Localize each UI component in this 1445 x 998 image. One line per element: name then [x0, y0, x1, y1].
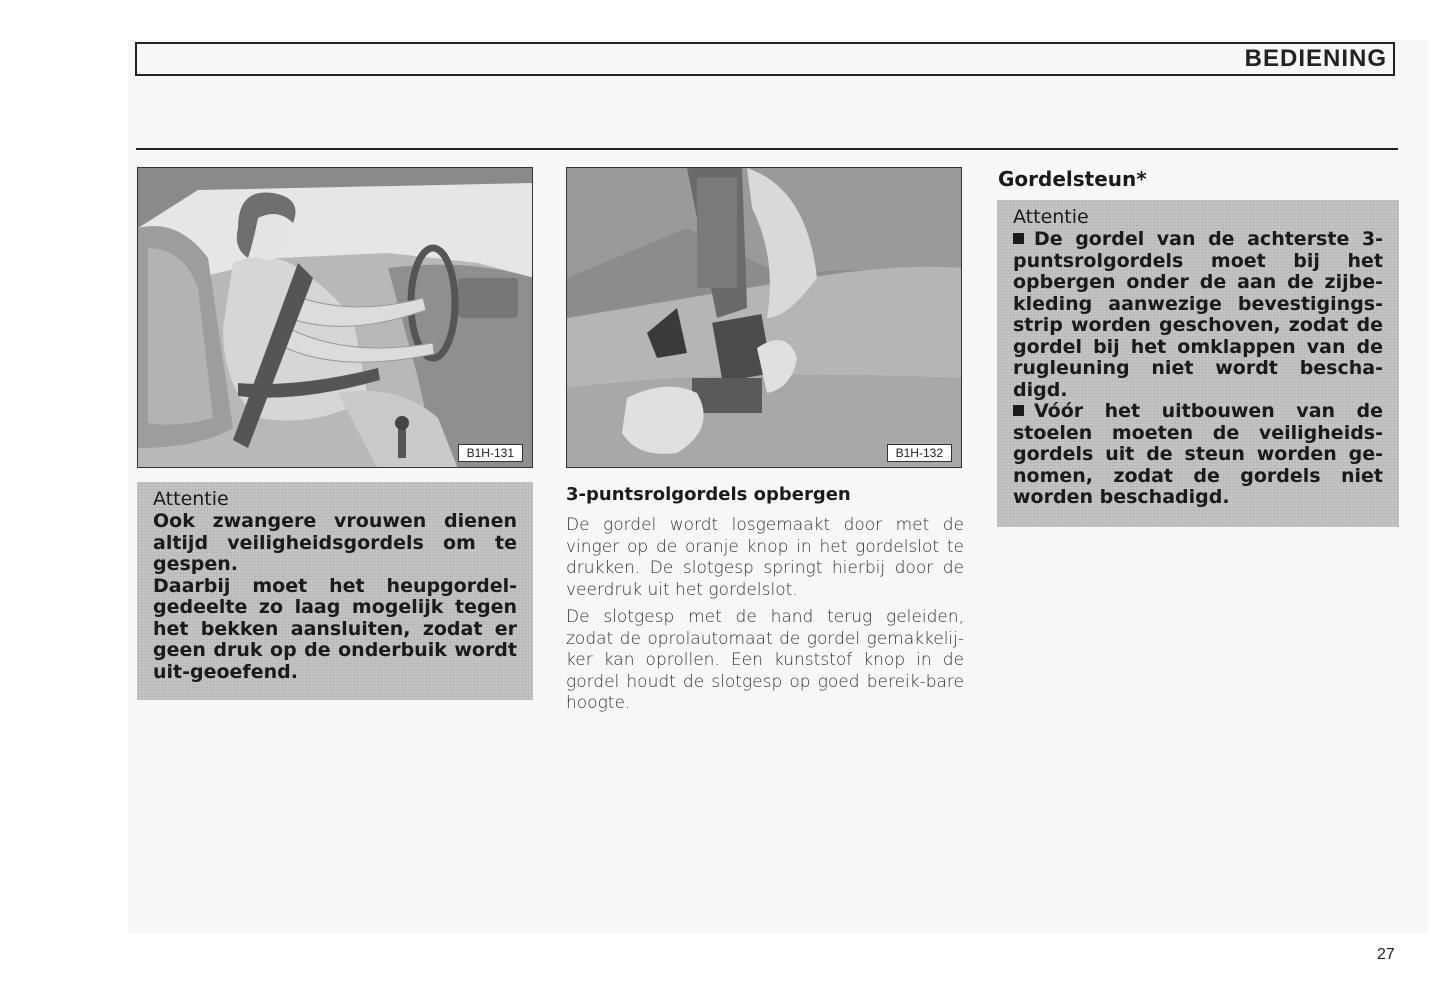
warning-bullet-text: Vóór het uitbouwen van de stoelen moeten de veiligheids-gordels uit de steun worden ge-nomen, zodat de gordels niet worden beschadigd.: [1013, 400, 1383, 508]
warning-bullet-text: De gordel van de achterste 3-puntsrolgordels moet bij het opbergen onder de aan de zijbe-kleding aanwezige bevestigings-strip worden geschoven, zodat de gordel bij het omklappen van de rugleuning niet wordt bescha-digd.: [1013, 228, 1383, 401]
header-box: [135, 42, 1395, 76]
warning-bullet: [1013, 401, 1383, 509]
figure-code: B1H-131: [458, 444, 523, 462]
warning-title: Attentie: [153, 488, 229, 510]
heading-belt-support: Gordelsteun*: [998, 167, 1147, 191]
warning-box-belt-support: [997, 200, 1399, 527]
body-text-belt-storage: [566, 515, 964, 721]
bullet-square-icon: [1013, 405, 1024, 416]
heading-belt-storage: 3-puntsrolgordels opbergen: [566, 484, 851, 505]
section-title: BEDIENING: [1244, 45, 1387, 72]
page-number: 27: [1377, 946, 1395, 963]
warning-paragraph: Ook zwangere vrouwen dienen altijd veiligheidsgordels om te gespen.: [153, 510, 517, 575]
body-paragraph: De slotgesp met de hand terug geleiden, zodat de oprolautomaat de gordel gemakkelij-ker kan oprollen. Een kunststof knop in de gordel houdt de slotgesp op goed bereik-bare hoogte.: [566, 607, 964, 713]
figure-belt-buckle: [566, 167, 962, 468]
warning-body: [1013, 229, 1383, 509]
horizontal-rule: [136, 148, 1398, 150]
warning-bullet: [1013, 229, 1383, 401]
figure-code: B1H-132: [887, 444, 952, 462]
figure-pregnant-driver: [137, 167, 533, 468]
warning-box-pregnancy: [137, 482, 533, 700]
pregnant-driver-illustration: [138, 168, 533, 468]
warning-body: [153, 511, 517, 683]
warning-paragraph: Daarbij moet het heupgordel-gedeelte zo laag mogelijk tegen het bekken aansluiten, zodat er geen druk op de onderbuik wordt uit-geoefend.: [153, 574, 517, 683]
warning-title: Attentie: [1013, 206, 1089, 228]
belt-buckle-photo: [567, 168, 962, 468]
bullet-square-icon: [1013, 233, 1024, 244]
body-paragraph: De gordel wordt losgemaakt door met de vinger op de oranje knop in het gordelslot te drukken. De slotgesp springt hierbij door de veerdruk uit het gordelslot.: [566, 515, 964, 600]
